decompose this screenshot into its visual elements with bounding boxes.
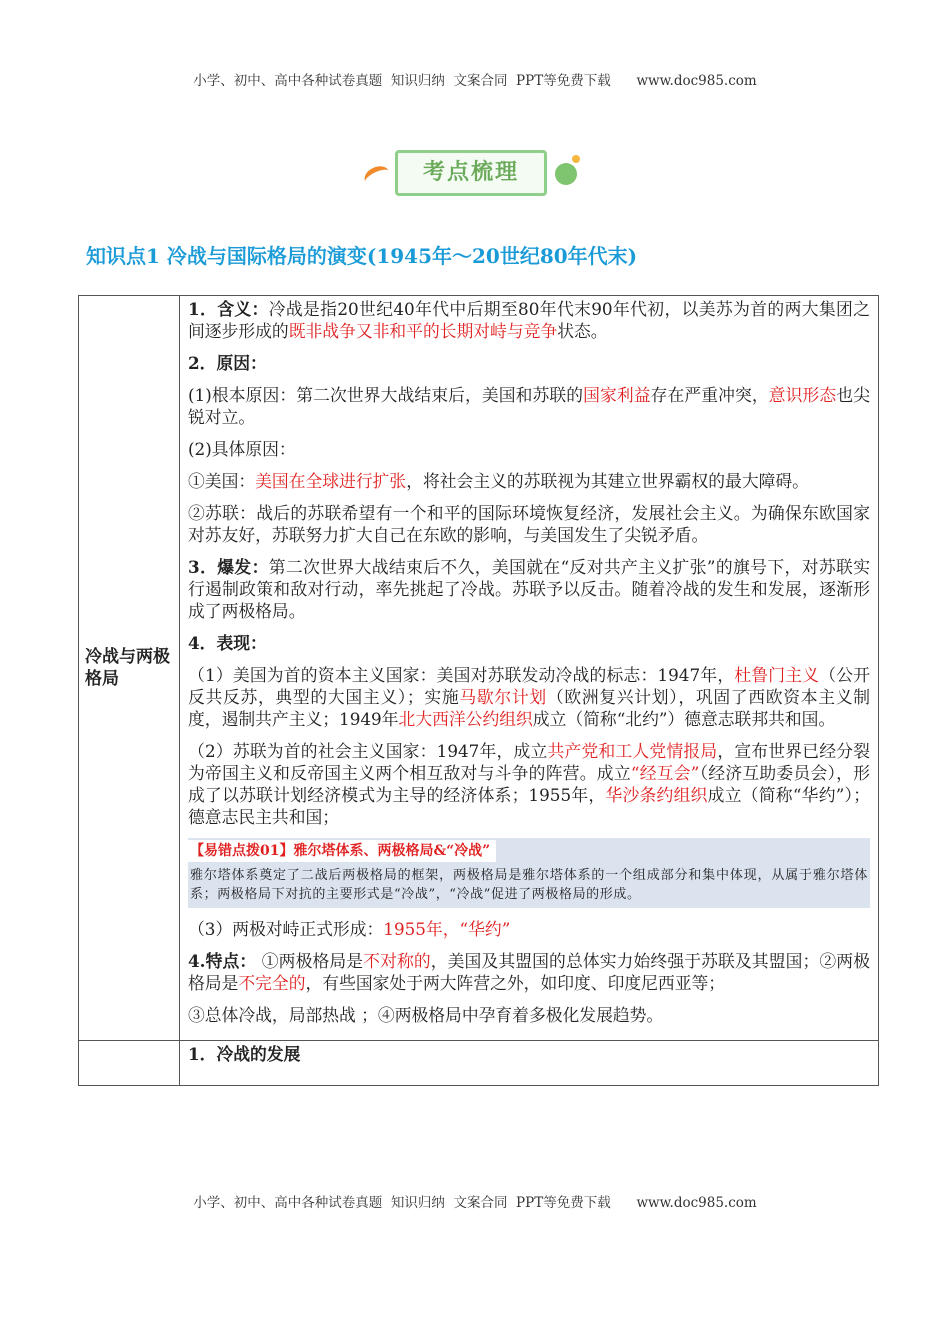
row-label-empty xyxy=(79,1041,180,1086)
tip-box xyxy=(188,838,870,908)
paragraphs xyxy=(188,298,870,828)
text-segment: （2）苏联为首的社会主义国家：1947年，成立 xyxy=(188,741,548,761)
page-footer: 小学、初中、高中各种试卷真题 知识归纳 文案合同 PPT等免费下载 www.doc985.com xyxy=(193,1195,757,1211)
highlight-text: 国家利益 xyxy=(583,385,651,405)
tip-body: 雅尔塔体系奠定了二战后两极格局的框架，两极格局是雅尔塔体系的一个组成部分和集中体现，从属于雅尔塔体系；两极格局下对抗的主要形式是“冷战”，“冷战”促进了两极格局的形成。 xyxy=(190,868,868,902)
text-segment: ③总体冷战，局部热战 ；④两极格局中孕育着多极化发展趋势。 xyxy=(188,1005,664,1025)
bold-heading: 3．爆发： xyxy=(188,557,269,577)
paragraph xyxy=(188,1004,870,1026)
arrow-icon xyxy=(361,162,393,190)
highlight-text: 不对称的 xyxy=(363,951,431,971)
text-segment: 冷战是指20世纪40年代中后期至80年代末90年代初，以美苏为首的两大集团之间逐步形成的 xyxy=(188,299,870,341)
text-segment: ，宣布世界已经分裂为帝国主义和反帝国主义两个相互敌对与斗争的阵营。成立 xyxy=(188,741,870,783)
text-segment: ，将社会主义的苏联视为其建立世界霸权的最大障碍。 xyxy=(406,471,809,491)
text-segment: 也尖锐对立。 xyxy=(188,385,870,427)
paragraph xyxy=(188,740,870,828)
section-banner xyxy=(360,145,585,205)
section-title: 知识点1 冷战与国际格局的演变(1945年～20世纪80年代末) xyxy=(86,244,638,268)
paragraph xyxy=(188,556,870,622)
text-segment: ，美国及其盟国的总体实力始终强于苏联及其盟国；②两极格局是 xyxy=(188,951,870,993)
globe-icon xyxy=(555,163,577,185)
text-segment: ②苏联：战后的苏联希望有一个和平的国际环境恢复经济，发展社会主义。为确保东欧国家对苏友好，苏联努力扩大自己在东欧的影响，与美国发生了尖锐矛盾。 xyxy=(188,503,870,545)
table-row xyxy=(79,1041,879,1086)
row-content xyxy=(180,1041,879,1086)
text-segment: 第二次世界大战结束后不久，美国就在“反对共产主义扩张”的旗号下，对苏联实行遏制政策和敌对行动，率先挑起了冷战。苏联予以反击。随着冷战的发生和发展，逐渐形成了两极格局。 xyxy=(188,557,870,621)
highlight-text: 马歇尔计划 xyxy=(459,687,547,707)
highlight-text: 不完全的 xyxy=(238,973,306,993)
text-segment: ①美国： xyxy=(188,471,256,491)
paragraphs xyxy=(188,918,870,1026)
knowledge-table xyxy=(78,295,879,1086)
bold-heading: 4.特点： xyxy=(188,951,257,971)
paragraph xyxy=(188,632,870,654)
row-label: 冷战与两极格局 xyxy=(79,296,180,1041)
paragraph xyxy=(188,470,870,492)
paragraph xyxy=(188,298,870,342)
text-segment: （经济互助委员会），形成了以苏联计划经济模式为主导的经济体系；1955年， xyxy=(188,763,870,805)
text-segment: ，有些国家处于两大阵营之外，如印度、印度尼西亚等； xyxy=(305,973,726,993)
highlight-text: 共产党和工人党情报局 xyxy=(547,741,718,761)
bold-heading: 2．原因： xyxy=(188,353,267,373)
banner-label: 考点梳理 xyxy=(395,150,547,196)
table-row xyxy=(79,296,879,1041)
paragraph xyxy=(188,352,870,374)
text-segment: 状态。 xyxy=(557,321,608,341)
text-segment: （1）美国为首的资本主义国家：美国对苏联发动冷战的标志：1947年， xyxy=(188,665,735,685)
tip-title: 【易错点拨01】雅尔塔体系、两极格局&“冷战” xyxy=(188,840,496,862)
row-content xyxy=(180,296,879,1041)
paragraph xyxy=(188,664,870,730)
paragraph xyxy=(188,384,870,428)
highlight-text: 意识形态 xyxy=(768,385,837,405)
highlight-text: 华沙条约组织 xyxy=(605,785,708,805)
text-segment: (2)具体原因： xyxy=(188,439,296,459)
highlight-text: 北大西洋公约组织 xyxy=(398,709,533,729)
highlight-text: 既非战争又非和平的长期对峙与竞争 xyxy=(288,321,558,341)
paragraph xyxy=(188,502,870,546)
bold-heading: 4．表现： xyxy=(188,633,267,653)
paragraph xyxy=(188,438,870,460)
text-segment: 存在严重冲突， xyxy=(650,385,769,405)
subheading: 1．冷战的发展 xyxy=(188,1044,301,1064)
highlight-text: 美国在全球进行扩张 xyxy=(255,471,407,491)
paragraph xyxy=(188,950,870,994)
text-segment: 成立（简称“华约”）；德意志民主共和国； xyxy=(188,785,870,827)
text-segment: ①两极格局是 xyxy=(256,951,364,971)
text-segment: （3）两极对峙正式形成： xyxy=(188,919,384,939)
text-segment: （公开反共反苏，典型的大国主义）；实施 xyxy=(188,665,870,707)
paragraph xyxy=(188,918,870,940)
page-header: 小学、初中、高中各种试卷真题 知识归纳 文案合同 PPT等免费下载 www.doc985.com xyxy=(193,73,757,89)
dot-icon xyxy=(572,155,580,163)
highlight-text: 杜鲁门主义 xyxy=(734,665,820,685)
highlight-text: 1955年，“华约” xyxy=(383,919,511,939)
text-segment: (1)根本原因：第二次世界大战结束后，美国和苏联的 xyxy=(188,385,584,405)
highlight-text: “经互会” xyxy=(630,763,700,783)
text-segment: 成立（简称“北约”）德意志联邦共和国。 xyxy=(532,709,836,729)
text-segment: （欧洲复兴计划），巩固了西欧资本主义制度，遏制共产主义；1949年 xyxy=(188,687,870,729)
bold-heading: 1．含义： xyxy=(188,299,269,319)
